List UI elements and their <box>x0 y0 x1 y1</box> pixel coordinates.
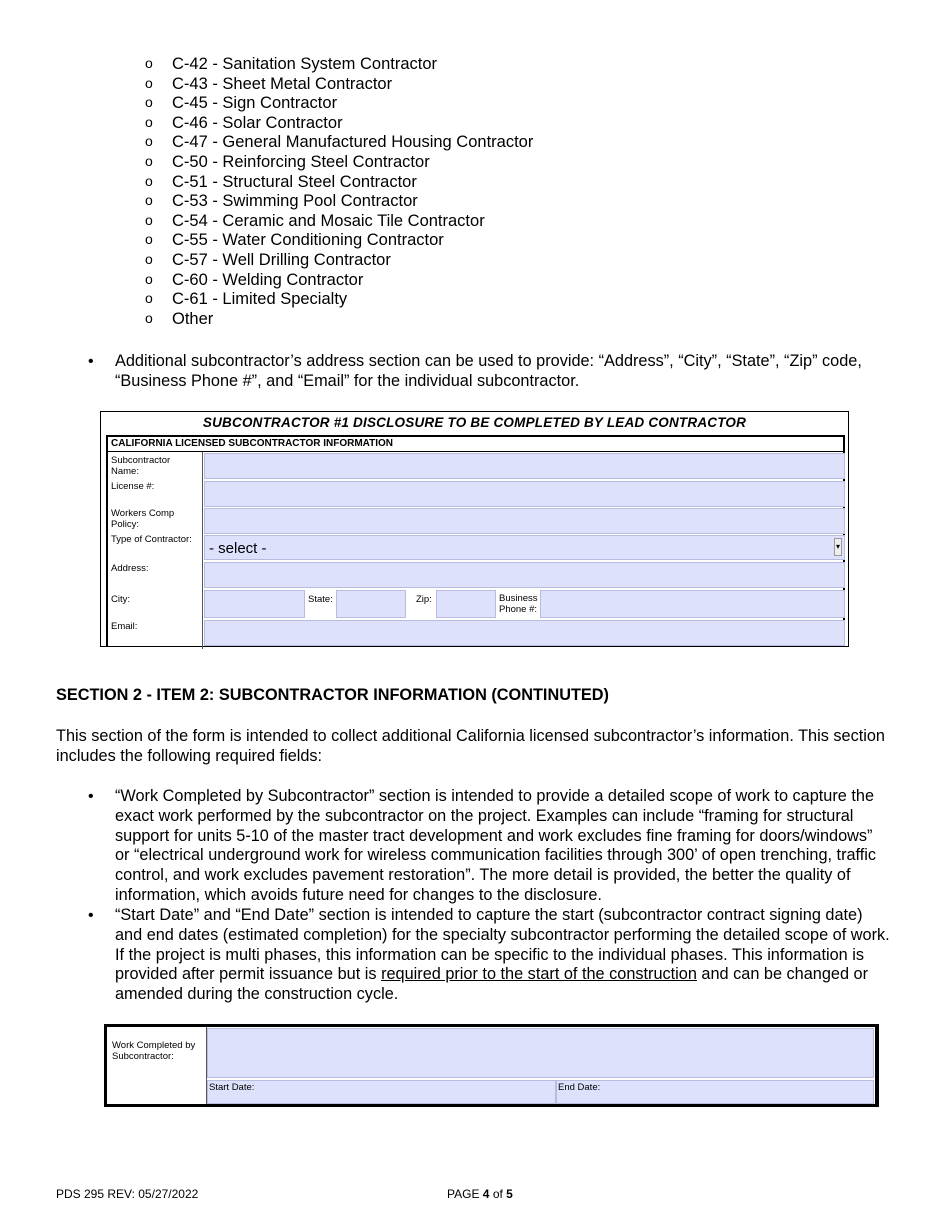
license-label: License #: <box>111 481 155 492</box>
bullet-icon: • <box>88 907 94 924</box>
subcontractor-disclosure-form <box>100 411 849 647</box>
city-input[interactable] <box>204 590 305 618</box>
end-date-label: End Date: <box>558 1082 601 1093</box>
dates-bullet <box>88 906 890 1005</box>
start-date-label: Start Date: <box>209 1082 255 1093</box>
list-item: o C-57 - Well Drilling Contractor <box>140 251 533 271</box>
bullet-icon: • <box>88 788 94 805</box>
list-item: o C-61 - Limited Specialty <box>140 290 533 310</box>
work-completed-bullet <box>88 787 890 906</box>
zip-label: Zip: <box>416 594 432 605</box>
address-bullet-text: Additional subcontractor’s address section can be used to provide: “Address”, “City”, “State”, “Zip” code, “Business Phone #”, and “Email” for the individual subcontractor. <box>115 352 862 390</box>
label-column <box>107 1027 207 1104</box>
work-completed-form <box>104 1024 879 1107</box>
work-completed-bullet-text: “Work Completed by Subcontractor” section is intended to provide a detailed scope of work to capture the exact work performed by the subcontractor on the project. Examples can include “framing for structural support for units 5-10 of the master tract development and work excludes fine framing for doors/windows” or “electrical underground work for wireless communication facilities through 300’ of open trenching, traffic control, and work excludes pavement restoration”. The more detail is provided, the better the quality of information, which avoids future need for changes to the disclosure. <box>115 787 877 904</box>
contractor-type-select[interactable] <box>204 535 845 560</box>
contractor-type-value: - select - <box>209 540 267 557</box>
dropdown-arrow-icon[interactable]: ▾ <box>834 538 842 556</box>
workers-comp-label: Workers Comp Policy: <box>111 508 175 530</box>
list-item: o C-54 - Ceramic and Mosaic Tile Contractor <box>140 212 533 232</box>
address-input[interactable] <box>204 562 845 588</box>
end-date-input[interactable] <box>556 1080 874 1104</box>
list-item: o C-47 - General Manufactured Housing Contractor <box>140 133 533 153</box>
page-prefix: PAGE <box>447 1187 483 1201</box>
dates-bullet-underlined: required prior to the start of the construction <box>381 965 697 984</box>
email-label: Email: <box>111 621 138 632</box>
list-item: o C-55 - Water Conditioning Contractor <box>140 231 533 251</box>
email-input[interactable] <box>204 620 845 646</box>
page-number <box>447 1187 513 1201</box>
divider <box>108 451 843 452</box>
city-label: City: <box>111 594 130 605</box>
business-phone-label: Business Phone #: <box>499 593 538 615</box>
list-item: o C-60 - Welding Contractor <box>140 271 533 291</box>
form-title: SUBCONTRACTOR #1 DISCLOSURE TO BE COMPLETED BY LEAD CONTRACTOR <box>202 415 747 430</box>
dates-bullet-text: “Start Date” and “End Date” section is intended to capture the start (subcontractor contract signing date) and end dates (estimated completion) for the specialty subcontractor performing the detailed scope of work. If the project is multi phases, this information can be specific to the individual phases. This information is provided after permit issuance but is <box>115 906 890 984</box>
address-label: Address: <box>111 563 149 574</box>
list-item: o C-51 - Structural Steel Contractor <box>140 173 533 193</box>
list-item: o C-46 - Solar Contractor <box>140 114 533 134</box>
state-input[interactable] <box>336 590 406 618</box>
zip-input[interactable] <box>436 590 496 618</box>
revision-label: PDS 295 REV: 05/27/2022 <box>56 1187 199 1201</box>
address-bullet <box>88 352 890 392</box>
divider <box>202 452 203 649</box>
list-item: o C-43 - Sheet Metal Contractor <box>140 75 533 95</box>
work-completed-label: Work Completed by Subcontractor: <box>112 1040 196 1062</box>
subcontractor-name-input[interactable] <box>204 453 845 479</box>
workers-comp-input[interactable] <box>204 508 845 534</box>
bullet-icon: • <box>88 353 94 370</box>
list-item: o C-45 - Sign Contractor <box>140 94 533 114</box>
list-item: o Other <box>140 310 533 330</box>
list-item: o C-50 - Reinforcing Steel Contractor <box>140 153 533 173</box>
list-item: o C-53 - Swimming Pool Contractor <box>140 192 533 212</box>
page-total: 5 <box>506 1187 513 1201</box>
section-heading: SECTION 2 - ITEM 2: SUBCONTRACTOR INFORMATION (CONTINUTED) <box>56 686 609 704</box>
dates-bullet-text-end: and can be changed or amended during the construction cycle. <box>115 965 868 1004</box>
section-label: CALIFORNIA LICENSED SUBCONTRACTOR INFORMATION <box>111 438 394 449</box>
contractor-type-label: Type of Contractor: <box>111 534 192 545</box>
license-input[interactable] <box>204 481 845 507</box>
page-current: 4 <box>482 1187 490 1201</box>
work-completed-input[interactable] <box>207 1028 874 1078</box>
list-item: o C-42 - Sanitation System Contractor <box>140 55 533 75</box>
business-phone-input[interactable] <box>540 590 845 618</box>
section-intro: This section of the form is intended to collect additional California licensed subcontractor’s information. This section includes the following required fields: <box>56 727 885 765</box>
form-body <box>106 435 845 647</box>
subcontractor-name-label: Subcontractor Name: <box>111 455 171 477</box>
page-of: of <box>489 1187 507 1201</box>
contractor-type-list <box>140 55 533 329</box>
state-label: State: <box>308 594 333 605</box>
start-date-input[interactable] <box>207 1080 556 1104</box>
